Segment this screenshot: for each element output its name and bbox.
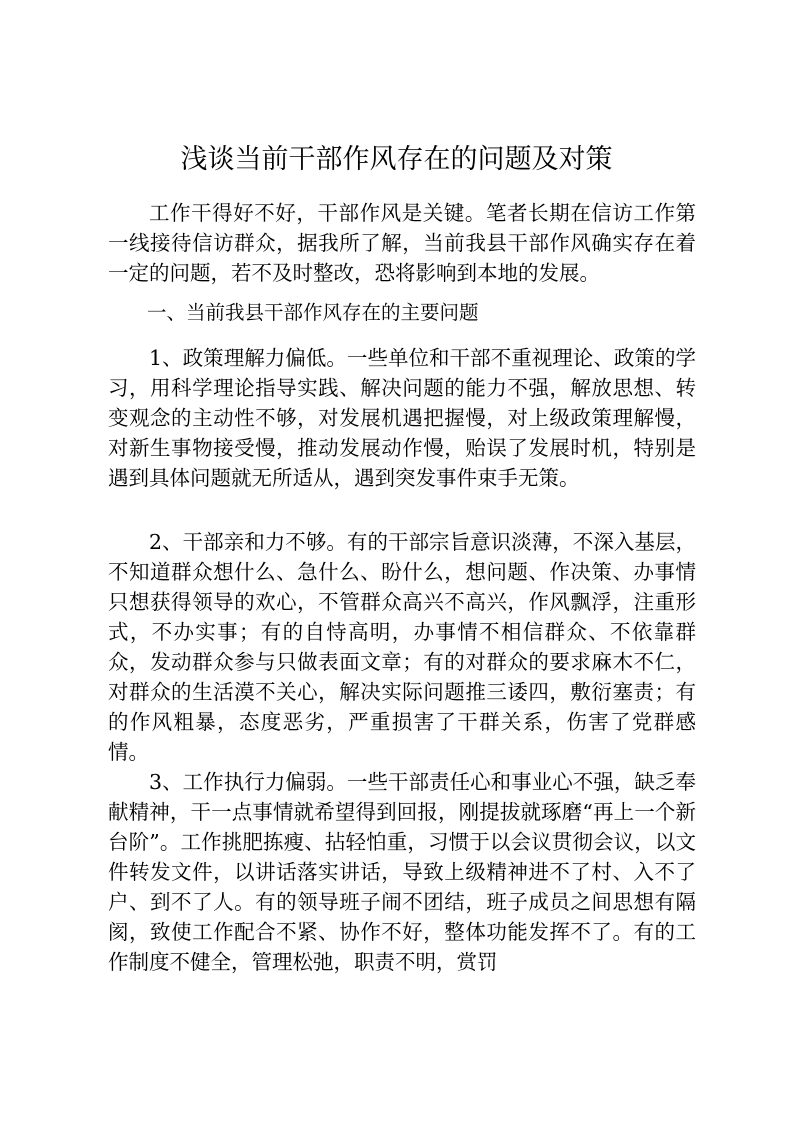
section-heading: 一、当前我县干部作风存在的主要问题	[147, 301, 479, 324]
document-title: 浅谈当前干部作风存在的问题及对策	[180, 144, 613, 175]
intro-paragraph: 工作干得好不好，干部作风是关键。笔者长期在信访工作第一线接待信访群众，据我所了解，当前我县干部作风确实存在着一定的问题，若不及时整改，恐将影响到本地的发展。	[108, 201, 696, 285]
paragraph-policy-understanding: 1、政策理解力偏低。一些单位和干部不重视理论、政策的学习，用科学理论指导实践、解决问题的能力不强，解放思想、转变观念的主动性不够，对发展机遇把握慢，对上级政策理解慢，对新生事物接受慢，推动发展动作慢，贻误了发展时机，特别是遇到具体问题就无所适从，遇到突发事件束手无策。	[108, 346, 696, 490]
paragraph-affinity: 2、干部亲和力不够。有的干部宗旨意识淡薄，不深入基层，不知道群众想什么、急什么、盼什么，想问题、作决策、办事情只想获得领导的欢心，不管群众高兴不高兴，作风飘浮，注重形式，不办实事；有的自恃高明，办事情不相信群众、不依靠群众，发动群众参与只做表面文章；有的对群众的要求麻木不仁，对群众的生活漠不关心，解决实际问题推三诿四，敷衍塞责；有的作风粗暴，态度恶劣，严重损害了干群关系，伤害了党群感情。	[108, 530, 696, 764]
paragraph-execution: 3、工作执行力偏弱。一些干部责任心和事业心不强，缺乏奉献精神，干一点事情就希望得到回报，刚提拔就琢磨“再上一个新台阶”。工作挑肥拣瘦、拈轻怕重，习惯于以会议贯彻会议，以文件转发文件，以讲话落实讲话，导致上级精神进不了村、入不了户、到不了人。有的领导班子闹不团结，班子成员之间思想有隔阂，致使工作配合不紧、协作不好，整体功能发挥不了。有的工作制度不健全，管理松弛，职责不明，赏罚	[108, 770, 696, 974]
